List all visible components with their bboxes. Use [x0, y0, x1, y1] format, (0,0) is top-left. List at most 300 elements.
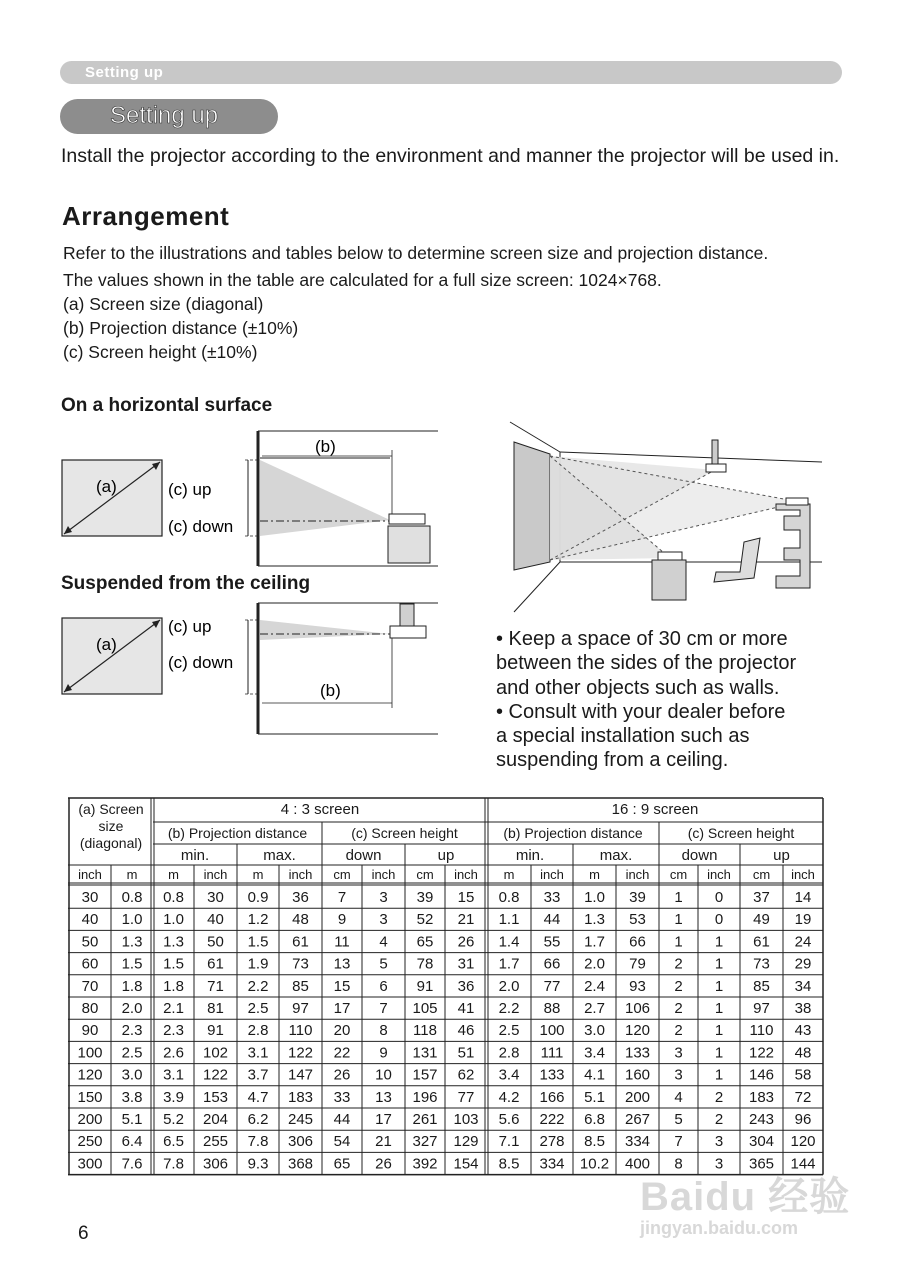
table-cell: 261	[412, 1111, 438, 1128]
room-edge	[514, 562, 560, 612]
table-cell: 48	[794, 1044, 812, 1062]
table-cell: 14	[794, 889, 812, 906]
table-cell: 10	[375, 1066, 392, 1084]
ceiling-diagram	[60, 600, 440, 740]
table-cell: 17	[375, 1111, 392, 1128]
table-cell: 222	[539, 1111, 565, 1128]
table-cell: 2.2	[247, 977, 269, 995]
table-cell: 122	[748, 1044, 775, 1062]
table-cell: 102	[202, 1044, 229, 1062]
table-cell: 61	[292, 933, 309, 951]
table-cell: 2	[674, 955, 683, 973]
table-cell: 6.2	[247, 1111, 269, 1128]
table-cell: 2	[714, 1088, 724, 1106]
table-cell: 105	[412, 1000, 438, 1017]
table-cell: 150	[77, 1088, 103, 1106]
table-cell: 53	[629, 911, 646, 929]
table-cell: 13	[375, 1088, 392, 1106]
table-cell: 1.7	[584, 933, 605, 951]
note-line: • Keep a space of 30 cm or more	[496, 628, 788, 650]
table-cell: 129	[453, 1133, 479, 1151]
level3-header: up	[437, 847, 455, 864]
table-cell: 2.2	[498, 1000, 520, 1017]
projection-table	[68, 797, 843, 1182]
table-cell: 3	[674, 1066, 683, 1084]
running-header-title: Setting up	[85, 64, 164, 81]
table-cell: 3	[714, 1155, 724, 1173]
table-cell: 2.6	[163, 1044, 184, 1062]
table-cell: 54	[333, 1133, 351, 1151]
table-cell: 1.0	[121, 911, 143, 929]
screen-size-header: (a) Screen	[78, 801, 144, 817]
table-cell: 267	[624, 1111, 651, 1128]
table-cell: 5.1	[584, 1088, 605, 1106]
table-cell: 1.3	[163, 933, 184, 951]
table-cell: 21	[457, 911, 475, 929]
arrangement-line-4: (b) Projection distance (±10%)	[63, 318, 299, 338]
table-cell: 4.1	[584, 1066, 605, 1084]
table-cell: 5	[379, 955, 388, 973]
table-cell: 55	[543, 933, 561, 951]
table-cell: 79	[629, 955, 646, 973]
table-cell: 334	[539, 1155, 565, 1173]
table-cell: 1.5	[163, 955, 184, 973]
table-cell: 1.7	[498, 955, 520, 973]
table-cell: 334	[624, 1133, 651, 1151]
sub-header: (c) Screen height	[687, 825, 795, 841]
table-cell: 1.8	[121, 977, 143, 995]
table-cell: 2.1	[163, 1000, 184, 1017]
table-cell: 200	[624, 1088, 651, 1106]
table-cell: 1	[714, 977, 724, 995]
table-cell: 6.8	[584, 1111, 605, 1128]
table-cell: 278	[539, 1133, 565, 1151]
table-cell: 65	[416, 933, 434, 951]
table-cell: 392	[412, 1155, 438, 1173]
table-cell: 5.6	[498, 1111, 520, 1128]
table-cell: 90	[81, 1022, 99, 1040]
table-cell: 120	[790, 1133, 816, 1151]
installation-notes	[496, 627, 856, 773]
projector-icon	[658, 552, 682, 560]
label-b: (b)	[320, 681, 341, 700]
table-cell: 61	[753, 933, 770, 951]
table-cell: 1.3	[584, 911, 605, 929]
table-cell: 3.1	[163, 1066, 184, 1084]
table-cell: 166	[539, 1088, 565, 1106]
table-cell: 0	[714, 911, 724, 929]
table-cell: 70	[81, 977, 99, 995]
projection-screen	[514, 442, 550, 570]
page-number: 6	[78, 1223, 89, 1244]
note-line: between the sides of the projector	[496, 652, 797, 675]
table-cell: 66	[543, 955, 561, 973]
table-cell: 146	[748, 1066, 775, 1084]
table-cell: 48	[292, 911, 309, 929]
table-cell: 13	[333, 955, 351, 973]
table-cell: 2.3	[121, 1022, 143, 1040]
note-line: a special installation such as	[496, 725, 750, 748]
table-cell: 4.2	[498, 1088, 520, 1106]
table-cell: 77	[543, 977, 561, 995]
table-cell: 97	[292, 1000, 309, 1017]
table-cell: 1.8	[163, 977, 184, 995]
table-cell: 40	[81, 911, 99, 929]
table-cell: 3.4	[498, 1066, 520, 1084]
table-cell: 1.5	[121, 955, 143, 973]
table-cell: 7.1	[498, 1133, 520, 1151]
table-cell: 3	[379, 911, 388, 929]
watermark	[640, 1165, 850, 1239]
table-cell: 58	[794, 1066, 812, 1084]
table-cell: 19	[794, 911, 812, 929]
table-cell: 5	[674, 1111, 683, 1128]
section-title-pill	[60, 99, 278, 134]
table-cell: 153	[202, 1088, 229, 1106]
table-cell: 196	[412, 1088, 438, 1106]
table-cell: 91	[416, 977, 434, 995]
watermark-brand: Baidu 经验	[640, 1175, 851, 1219]
label-a: (a)	[96, 635, 117, 654]
table-cell: 120	[624, 1022, 651, 1040]
table-cell: 154	[453, 1155, 479, 1173]
ceiling-heading: Suspended from the ceiling	[61, 573, 311, 594]
unit-cell: inch	[288, 867, 313, 882]
table-cell: 26	[375, 1155, 392, 1173]
level3-header: max.	[599, 847, 633, 864]
table-cell: 368	[287, 1155, 314, 1173]
unit-cell: m	[168, 867, 179, 882]
table-cell: 1.2	[247, 911, 269, 929]
table-cell: 36	[457, 977, 475, 995]
label-c-up: (c) up	[168, 617, 212, 636]
room-illustration	[500, 412, 830, 617]
group-header-16-9: 16 : 9 screen	[611, 801, 699, 818]
table-cell: 8	[379, 1022, 388, 1040]
level3-header: max.	[263, 847, 296, 864]
table-cell: 110	[288, 1022, 313, 1040]
projector-icon	[390, 626, 426, 638]
table-cell: 1	[714, 1044, 724, 1062]
table-cell: 2.4	[584, 977, 605, 995]
table-cell: 1.9	[247, 955, 269, 973]
table-cell: 20	[333, 1022, 351, 1040]
horizontal-heading: On a horizontal surface	[61, 395, 273, 416]
shelf-icon	[776, 504, 810, 588]
table-cell: 8.5	[584, 1133, 605, 1151]
table-cell: 1.5	[247, 933, 269, 951]
table-cell: 33	[543, 889, 561, 906]
table-cell: 3	[714, 1133, 724, 1151]
table-cell: 111	[540, 1044, 564, 1062]
unit-cell: inch	[791, 867, 815, 882]
table-cell: 77	[457, 1088, 475, 1106]
arrangement-line-5: (c) Screen height (±10%)	[63, 342, 258, 362]
table-cell: 72	[794, 1088, 812, 1106]
table-cell: 204	[202, 1111, 229, 1128]
table-cell: 66	[629, 933, 646, 951]
sub-header: (c) Screen height	[351, 825, 458, 841]
table-cell: 5.2	[163, 1111, 184, 1128]
table-cell: 122	[287, 1044, 314, 1062]
level3-header: down	[681, 847, 718, 864]
table-cell: 1.4	[498, 933, 520, 951]
table-cell: 26	[457, 933, 475, 951]
table-cell: 0.8	[121, 889, 143, 906]
table-cell: 17	[333, 1000, 351, 1017]
table-cell: 7.6	[121, 1155, 143, 1173]
group-header-4-3: 4 : 3 screen	[280, 801, 360, 818]
table-cell: 44	[543, 911, 561, 929]
label-a: (a)	[96, 477, 117, 496]
table-cell: 60	[81, 955, 99, 973]
table-cell: 7	[337, 889, 347, 906]
table-cell: 9	[337, 911, 347, 929]
table-cell: 327	[412, 1133, 438, 1151]
table-cell: 2.8	[498, 1044, 520, 1062]
table-cell: 8.5	[498, 1155, 520, 1173]
table-cell: 2.0	[498, 977, 520, 995]
table-cell: 106	[624, 1000, 651, 1017]
table-cell: 49	[753, 911, 770, 929]
table-cell: 3.7	[247, 1066, 269, 1084]
table-cell: 2.0	[121, 1000, 143, 1017]
table-cell: 2	[674, 1022, 683, 1040]
table-icon	[388, 526, 430, 563]
table-cell: 52	[416, 911, 434, 929]
table-cell: 300	[77, 1155, 103, 1173]
chair-icon	[714, 538, 760, 582]
table-cell: 97	[753, 1000, 770, 1017]
projection-table-svg	[68, 797, 843, 1177]
table-cell: 103	[453, 1111, 479, 1128]
projector-icon	[786, 498, 808, 505]
mount-icon	[400, 604, 414, 626]
screen-size-header: (diagonal)	[79, 835, 143, 851]
unit-cell: m	[126, 867, 138, 882]
level3-header: min.	[180, 847, 210, 864]
level3-header: min.	[515, 847, 545, 864]
table-cell: 37	[753, 889, 770, 906]
unit-cell: inch	[707, 867, 731, 882]
table-cell: 1	[714, 955, 724, 973]
sub-header: (b) Projection distance	[167, 825, 308, 841]
light-cone	[260, 620, 390, 640]
table-cell: 50	[81, 933, 99, 951]
table-cell: 133	[624, 1044, 651, 1062]
table-cell: 306	[202, 1155, 229, 1173]
table-cell: 0	[714, 889, 724, 906]
table-cell: 24	[794, 933, 812, 951]
table-cell: 50	[207, 933, 224, 951]
table-cell: 122	[202, 1066, 229, 1084]
table-cell: 31	[457, 955, 475, 973]
label-c-down: (c) down	[168, 653, 234, 672]
table-cell: 1	[674, 911, 683, 929]
table-cell: 1.0	[163, 911, 184, 929]
table-cell: 147	[287, 1066, 314, 1084]
table-cell: 80	[81, 1000, 99, 1017]
table-cell: 22	[333, 1044, 351, 1062]
table-cell: 250	[77, 1133, 103, 1151]
label-b: (b)	[315, 437, 336, 456]
table-cell: 160	[624, 1066, 651, 1084]
table-cell: 3.8	[121, 1088, 143, 1106]
table-cell: 15	[333, 977, 351, 995]
table-cell: 30	[81, 889, 99, 906]
table-cell: 6.4	[121, 1133, 143, 1151]
arrangement-line-1: Refer to the illustrations and tables below to determine screen size and projection distance.	[63, 243, 769, 263]
table-cell: 85	[753, 977, 770, 995]
table-cell: 157	[412, 1066, 438, 1084]
unit-cell: m	[503, 867, 515, 882]
projector-icon	[706, 464, 726, 472]
table-icon	[652, 560, 686, 600]
note-line: suspending from a ceiling.	[496, 749, 729, 772]
table-cell: 73	[753, 955, 770, 973]
ceiling-mount-icon	[712, 440, 718, 464]
horizontal-diagram	[60, 428, 440, 568]
table-cell: 2.8	[247, 1022, 269, 1040]
table-cell: 73	[292, 955, 309, 973]
table-cell: 1.1	[498, 911, 520, 929]
table-cell: 306	[287, 1133, 314, 1151]
table-cell: 183	[287, 1088, 314, 1106]
unit-cell: inch	[625, 867, 650, 882]
table-cell: 51	[457, 1044, 475, 1062]
table-cell: 3.1	[247, 1044, 269, 1062]
table-cell: 8	[674, 1155, 683, 1173]
table-cell: 96	[794, 1111, 812, 1128]
table-cell: 183	[748, 1088, 775, 1106]
table-cell: 7	[674, 1133, 683, 1151]
table-cell: 81	[207, 1000, 224, 1017]
table-cell: 118	[413, 1022, 437, 1040]
note-line: • Consult with your dealer before	[496, 700, 786, 723]
screen-size-header: size	[98, 818, 124, 834]
table-cell: 1	[714, 1000, 724, 1017]
table-cell: 1	[714, 1022, 724, 1040]
table-cell: 34	[794, 977, 812, 995]
table-cell: 33	[333, 1088, 351, 1106]
table-cell: 304	[748, 1133, 775, 1151]
table-cell: 200	[77, 1111, 103, 1128]
table-cell: 3.0	[121, 1066, 143, 1084]
table-cell: 133	[539, 1066, 565, 1084]
table-cell: 21	[375, 1133, 392, 1151]
table-cell: 7.8	[163, 1155, 184, 1173]
table-cell: 0.8	[163, 889, 184, 906]
table-cell: 30	[207, 889, 224, 906]
table-cell: 245	[287, 1111, 314, 1128]
unit-cell: cm	[669, 867, 688, 882]
table-cell: 85	[292, 977, 309, 995]
table-cell: 38	[794, 1000, 812, 1017]
table-cell: 4	[379, 933, 388, 951]
table-cell: 7	[379, 1000, 388, 1017]
table-cell: 2	[674, 977, 683, 995]
table-cell: 88	[543, 1000, 561, 1017]
table-cell: 144	[790, 1155, 816, 1173]
table-cell: 43	[794, 1022, 812, 1040]
table-cell: 62	[457, 1066, 475, 1084]
level3-header: up	[773, 847, 790, 864]
table-cell: 3	[674, 1044, 683, 1062]
table-cell: 110	[749, 1022, 774, 1040]
table-cell: 2.5	[247, 1000, 269, 1017]
table-cell: 3.4	[584, 1044, 605, 1062]
table-cell: 100	[77, 1044, 103, 1062]
unit-cell: m	[589, 867, 600, 882]
table-cell: 6	[379, 977, 388, 995]
arrangement-line-3: (a) Screen size (diagonal)	[63, 294, 264, 314]
table-cell: 61	[207, 955, 224, 973]
note-line: and other objects such as walls.	[496, 676, 780, 699]
label-c-up: (c) up	[168, 480, 212, 499]
table-cell: 3	[379, 889, 388, 906]
table-cell: 255	[202, 1133, 229, 1151]
table-cell: 131	[412, 1044, 438, 1062]
table-cell: 0.8	[498, 889, 520, 906]
table-cell: 1	[714, 1066, 724, 1084]
unit-cell: cm	[333, 867, 351, 882]
label-c-down: (c) down	[168, 517, 234, 536]
table-cell: 65	[333, 1155, 351, 1173]
table-cell: 1.3	[121, 933, 143, 951]
table-cell: 1	[674, 933, 683, 951]
table-cell: 3.9	[163, 1088, 184, 1106]
table-cell: 7.8	[247, 1133, 269, 1151]
unit-cell: inch	[454, 867, 478, 882]
level3-header: down	[345, 847, 382, 864]
table-cell: 9	[379, 1044, 388, 1062]
table-cell: 39	[416, 889, 434, 906]
arrangement-line-2: The values shown in the table are calculated for a full size screen: 1024×768.	[63, 270, 662, 290]
unit-cell: cm	[416, 867, 434, 882]
table-cell: 400	[624, 1155, 651, 1173]
intro-text: Install the projector according to the environment and manner the projector will be used in.	[61, 145, 840, 167]
table-cell: 2.5	[498, 1022, 520, 1040]
table-cell: 10.2	[579, 1155, 610, 1173]
table-cell: 243	[748, 1111, 775, 1128]
unit-cell: inch	[371, 867, 396, 882]
table-cell: 2.7	[584, 1000, 605, 1017]
projector-icon	[389, 514, 425, 524]
table-cell: 2.0	[584, 955, 605, 973]
table-cell: 9.3	[247, 1155, 269, 1173]
table-cell: 6.5	[163, 1133, 184, 1151]
table-cell: 11	[334, 933, 350, 951]
table-cell: 2.3	[163, 1022, 184, 1040]
table-cell: 39	[629, 889, 646, 906]
table-cell: 5.1	[121, 1111, 143, 1128]
table-cell: 41	[457, 1000, 475, 1017]
section-title: Setting up	[110, 102, 219, 129]
table-cell: 78	[416, 955, 434, 973]
arrangement-heading: Arrangement	[62, 201, 230, 231]
unit-cell: m	[252, 867, 264, 882]
unit-cell: cm	[752, 867, 771, 882]
table-cell: 46	[457, 1022, 475, 1040]
table-cell: 120	[77, 1066, 103, 1084]
table-cell: 91	[207, 1022, 224, 1040]
table-cell: 36	[292, 889, 309, 906]
table-cell: 40	[207, 911, 224, 929]
table-cell: 2.5	[121, 1044, 143, 1062]
table-cell: 4.7	[247, 1088, 269, 1106]
table-cell: 15	[457, 889, 475, 906]
table-cell: 0.9	[247, 889, 269, 906]
